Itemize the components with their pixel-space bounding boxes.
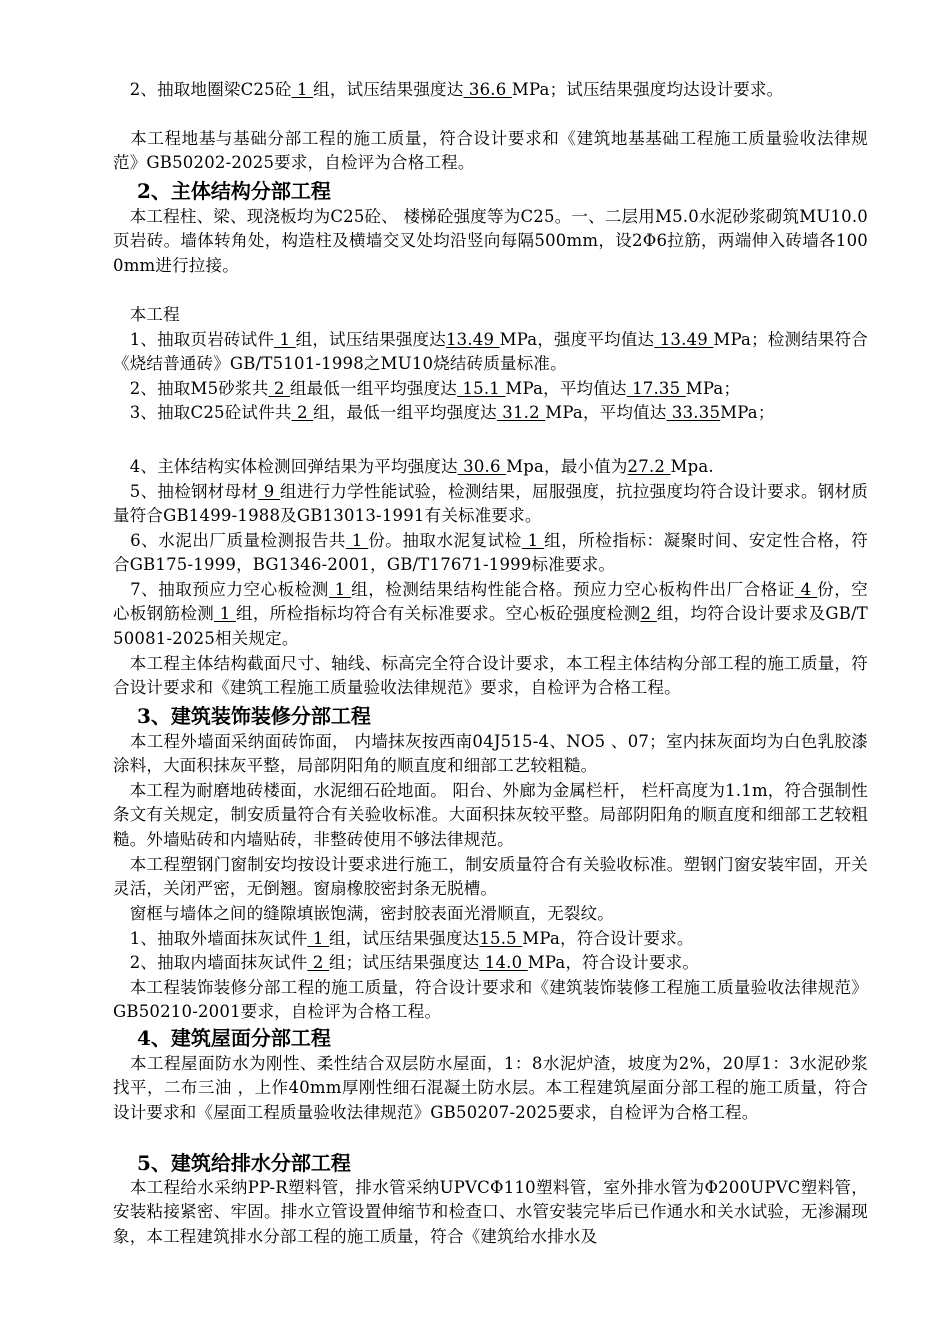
- filled-value: 15.5: [479, 929, 523, 948]
- filled-value: 1: [345, 531, 369, 550]
- paragraph-text: MPa；: [720, 403, 775, 422]
- paragraph: [113, 455, 868, 479]
- paragraph-text: 本工程: [113, 305, 180, 324]
- paragraph: [113, 328, 868, 377]
- paragraph: [113, 951, 868, 975]
- paragraph: [113, 205, 868, 278]
- paragraph-text: 组；试压结果强度达: [329, 953, 480, 972]
- paragraph: [113, 377, 868, 401]
- filled-value: 1: [307, 929, 329, 948]
- paragraph-text: 组进行力学性能试验，检测结果，屈服强度，抗拉强度均符合设计要求。钢材质量符合GB1499-1988及GB13013-1991有关标准要求。: [113, 482, 868, 526]
- paragraph-text: 组，所检指标：凝聚时间、安定性合格，符合GB175-1999，BG1346-2001，GB/T17671-1999标准要求。: [113, 531, 868, 575]
- paragraph: [113, 853, 868, 902]
- filled-value: 2: [307, 953, 329, 972]
- paragraph-text: MPa，平均值达: [505, 379, 627, 398]
- paragraph: [113, 976, 868, 1025]
- section-heading: 2、主体结构分部工程: [137, 179, 331, 203]
- filled-value: 1: [291, 80, 314, 99]
- filled-value: 15.1: [456, 379, 506, 398]
- paragraph: [113, 303, 868, 327]
- section-heading: 3、建筑装饰装修分部工程: [137, 704, 371, 728]
- paragraph-text: MPa，符合设计要求。: [527, 953, 700, 972]
- paragraph-text: 组最低一组平均强度达: [289, 379, 457, 398]
- paragraph-text: 2、抽取地圈梁C25砼: [113, 80, 292, 99]
- paragraph-text: 1、抽取外墙面抹灰试件: [113, 929, 308, 948]
- filled-value: 1: [328, 580, 352, 599]
- paragraph-text: 组，试压结果强度达: [329, 929, 480, 948]
- section-heading: 4、建筑屋面分部工程: [137, 1026, 331, 1050]
- paragraph-text: 组，试压结果强度达: [313, 80, 464, 99]
- paragraph-text: 组，所检指标均符合有关标准要求。空心板砼强度检测: [236, 604, 641, 624]
- paragraph-text: 窗框与墙体之间的缝隙填嵌饱满，密封胶表面光滑顺直，无裂纹。: [113, 904, 614, 923]
- paragraph-text: 7、抽取预应力空心板检测: [113, 580, 329, 599]
- paragraph-text: 份。抽取水泥复试检: [368, 531, 522, 550]
- paragraph: [113, 578, 868, 651]
- paragraph: [113, 927, 868, 951]
- section-heading: 5、建筑给排水分部工程: [137, 1151, 351, 1175]
- filled-value: 2: [640, 604, 657, 624]
- paragraph-text: Mpa.: [670, 457, 714, 476]
- paragraph: [113, 1176, 868, 1249]
- paragraph: [113, 779, 868, 852]
- paragraph: [113, 401, 868, 425]
- paragraph: [113, 480, 868, 529]
- paragraph-text: MPa；试压结果强度均达设计要求。: [511, 80, 784, 99]
- paragraph-text: 本工程地基与基础分部工程的施工质量，符合设计要求和《建筑地基基础工程施工质量验收法律规范》GB50202-2025要求，自检评为合格工程。: [113, 129, 868, 173]
- filled-value: 2: [291, 403, 314, 422]
- paragraph-text: 1、抽取页岩砖试件: [113, 330, 275, 349]
- filled-value: 33.35: [666, 403, 721, 422]
- paragraph-text: MPa；: [685, 379, 741, 398]
- filled-value: 30.6: [457, 457, 507, 476]
- filled-value: 1: [274, 330, 296, 349]
- paragraph-text: 本工程装饰装修分部工程的施工质量，符合设计要求和《建筑装饰装修工程施工质量验收法律规范》GB50210-2001要求，自检评为合格工程。: [113, 978, 868, 1022]
- paragraph-text: 组，试压结果强度达: [295, 330, 446, 349]
- filled-value: 27.2: [627, 457, 671, 476]
- paragraph-text: 5、抽检钢材母材: [113, 482, 259, 501]
- paragraph-text: MPa，符合设计要求。: [522, 929, 694, 948]
- filled-value: 13.49: [654, 330, 714, 349]
- paragraph-text: 组，均符合设计要求及GB/T50081-2025相关规定。: [113, 604, 868, 648]
- paragraph-text: 组，检测结果结构性能合格。预应力空心板构件出厂合格证: [351, 580, 795, 599]
- paragraph-text: 份，空心板钢筋检测: [113, 580, 869, 624]
- paragraph: [113, 78, 868, 102]
- filled-value: 13.49: [445, 330, 500, 349]
- paragraph-text: 2、抽取M5砂浆共: [113, 379, 269, 398]
- paragraph: [113, 529, 868, 578]
- paragraph-text: 2、抽取内墙面抹灰试件: [113, 953, 308, 972]
- paragraph: [113, 127, 868, 176]
- filled-value: 17.35: [626, 379, 686, 398]
- filled-value: 9: [258, 482, 281, 501]
- paragraph: [113, 652, 868, 701]
- filled-value: 31.2: [496, 403, 546, 422]
- paragraph-text: 本工程给水采纳PP-R塑料管，排水管采纳UPVCΦ110塑料管，室外排水管为Φ200UPVC塑料管，安装粘接紧密、牢固。排水立管设置伸缩节和检查口、水管安装完毕后已作通水和关水试验，无渗漏现象，本工程建筑排水分部工程的施工质量，符合《建筑给水排水及: [113, 1178, 868, 1246]
- paragraph-text: MPa；检测结果符合《烧结普通砖》GB/T5101-1998之MU10烧结砖质量标准。: [113, 330, 868, 374]
- filled-value: 4: [794, 580, 818, 599]
- paragraph-text: 本工程屋面防水为刚性、柔性结合双层防水屋面，1：8水泥炉渣，坡度为2%，20厚1：3水泥砂浆找平，二布三油 ，上作40mm厚刚性细石混凝土防水层。本工程建筑屋面分部工程的施工质量，符合设计要求和《屋面工程质量验收法律规范》GB50207-2025要求，自检评为合格工程。: [113, 1054, 868, 1122]
- paragraph-text: 3、抽取C25砼试件共: [113, 403, 292, 422]
- filled-value: 2: [268, 379, 290, 398]
- filled-value: 14.0: [479, 953, 528, 972]
- filled-value: 1: [214, 604, 237, 624]
- paragraph-text: 本工程外墙面采纳面砖饰面， 内墙抹灰按西南04J515-4、NO5 、07；室内抹灰面均为白色乳胶漆涂料，大面积抹灰平整，局部阴阳角的顺直度和细部工艺较粗糙。: [113, 732, 868, 776]
- paragraph-text: 组，最低一组平均强度达: [313, 403, 497, 422]
- paragraph: [113, 730, 868, 779]
- paragraph-text: MPa，平均值达: [545, 403, 667, 422]
- paragraph-text: 本工程柱、梁、现浇板均为C25砼、 楼梯砼强度等为C25。一、二层用M5.0水泥砂浆砌筑MU10.0页岩砖。墙体转角处，构造柱及横墙交叉处均沿竖向每隔500mm，设2Φ6拉筋，两端伸入砖墙各1000mm进行拉接。: [113, 207, 868, 275]
- paragraph-text: 6、水泥出厂质量检测报告共: [113, 531, 346, 550]
- paragraph-text: 本工程主体结构截面尺寸、轴线、标高完全符合设计要求，本工程主体结构分部工程的施工质量，符合设计要求和《建筑工程施工质量验收法律规范》要求，自检评为合格工程。: [113, 654, 868, 698]
- paragraph-text: Mpa，最小值为: [506, 457, 628, 476]
- paragraph-text: MPa，强度平均值达: [499, 330, 655, 349]
- paragraph-text: 本工程为耐磨地砖楼面，水泥细石砼地面。 阳台、外廊为金属栏杆， 栏杆高度为1.1m，符合强制性条文有关规定，制安质量符合有关验收标准。大面积抹灰较平整。局部阴阳角的顺直度和细部工艺较粗糙。外墙贴砖和内墙贴砖，非整砖使用不够法律规范。: [113, 781, 868, 849]
- paragraph-text: 4、主体结构实体检测回弹结果为平均强度达: [113, 457, 458, 476]
- paragraph-text: 本工程塑钢门窗制安均按设计要求进行施工，制安质量符合有关验收标准。塑钢门窗安装牢固，开关灵活，关闭严密，无倒翘。窗扇橡胶密封条无脱槽。: [113, 855, 868, 899]
- filled-value: 36.6: [463, 80, 512, 99]
- filled-value: 1: [521, 531, 545, 550]
- paragraph: [113, 902, 868, 926]
- paragraph: [113, 1052, 868, 1125]
